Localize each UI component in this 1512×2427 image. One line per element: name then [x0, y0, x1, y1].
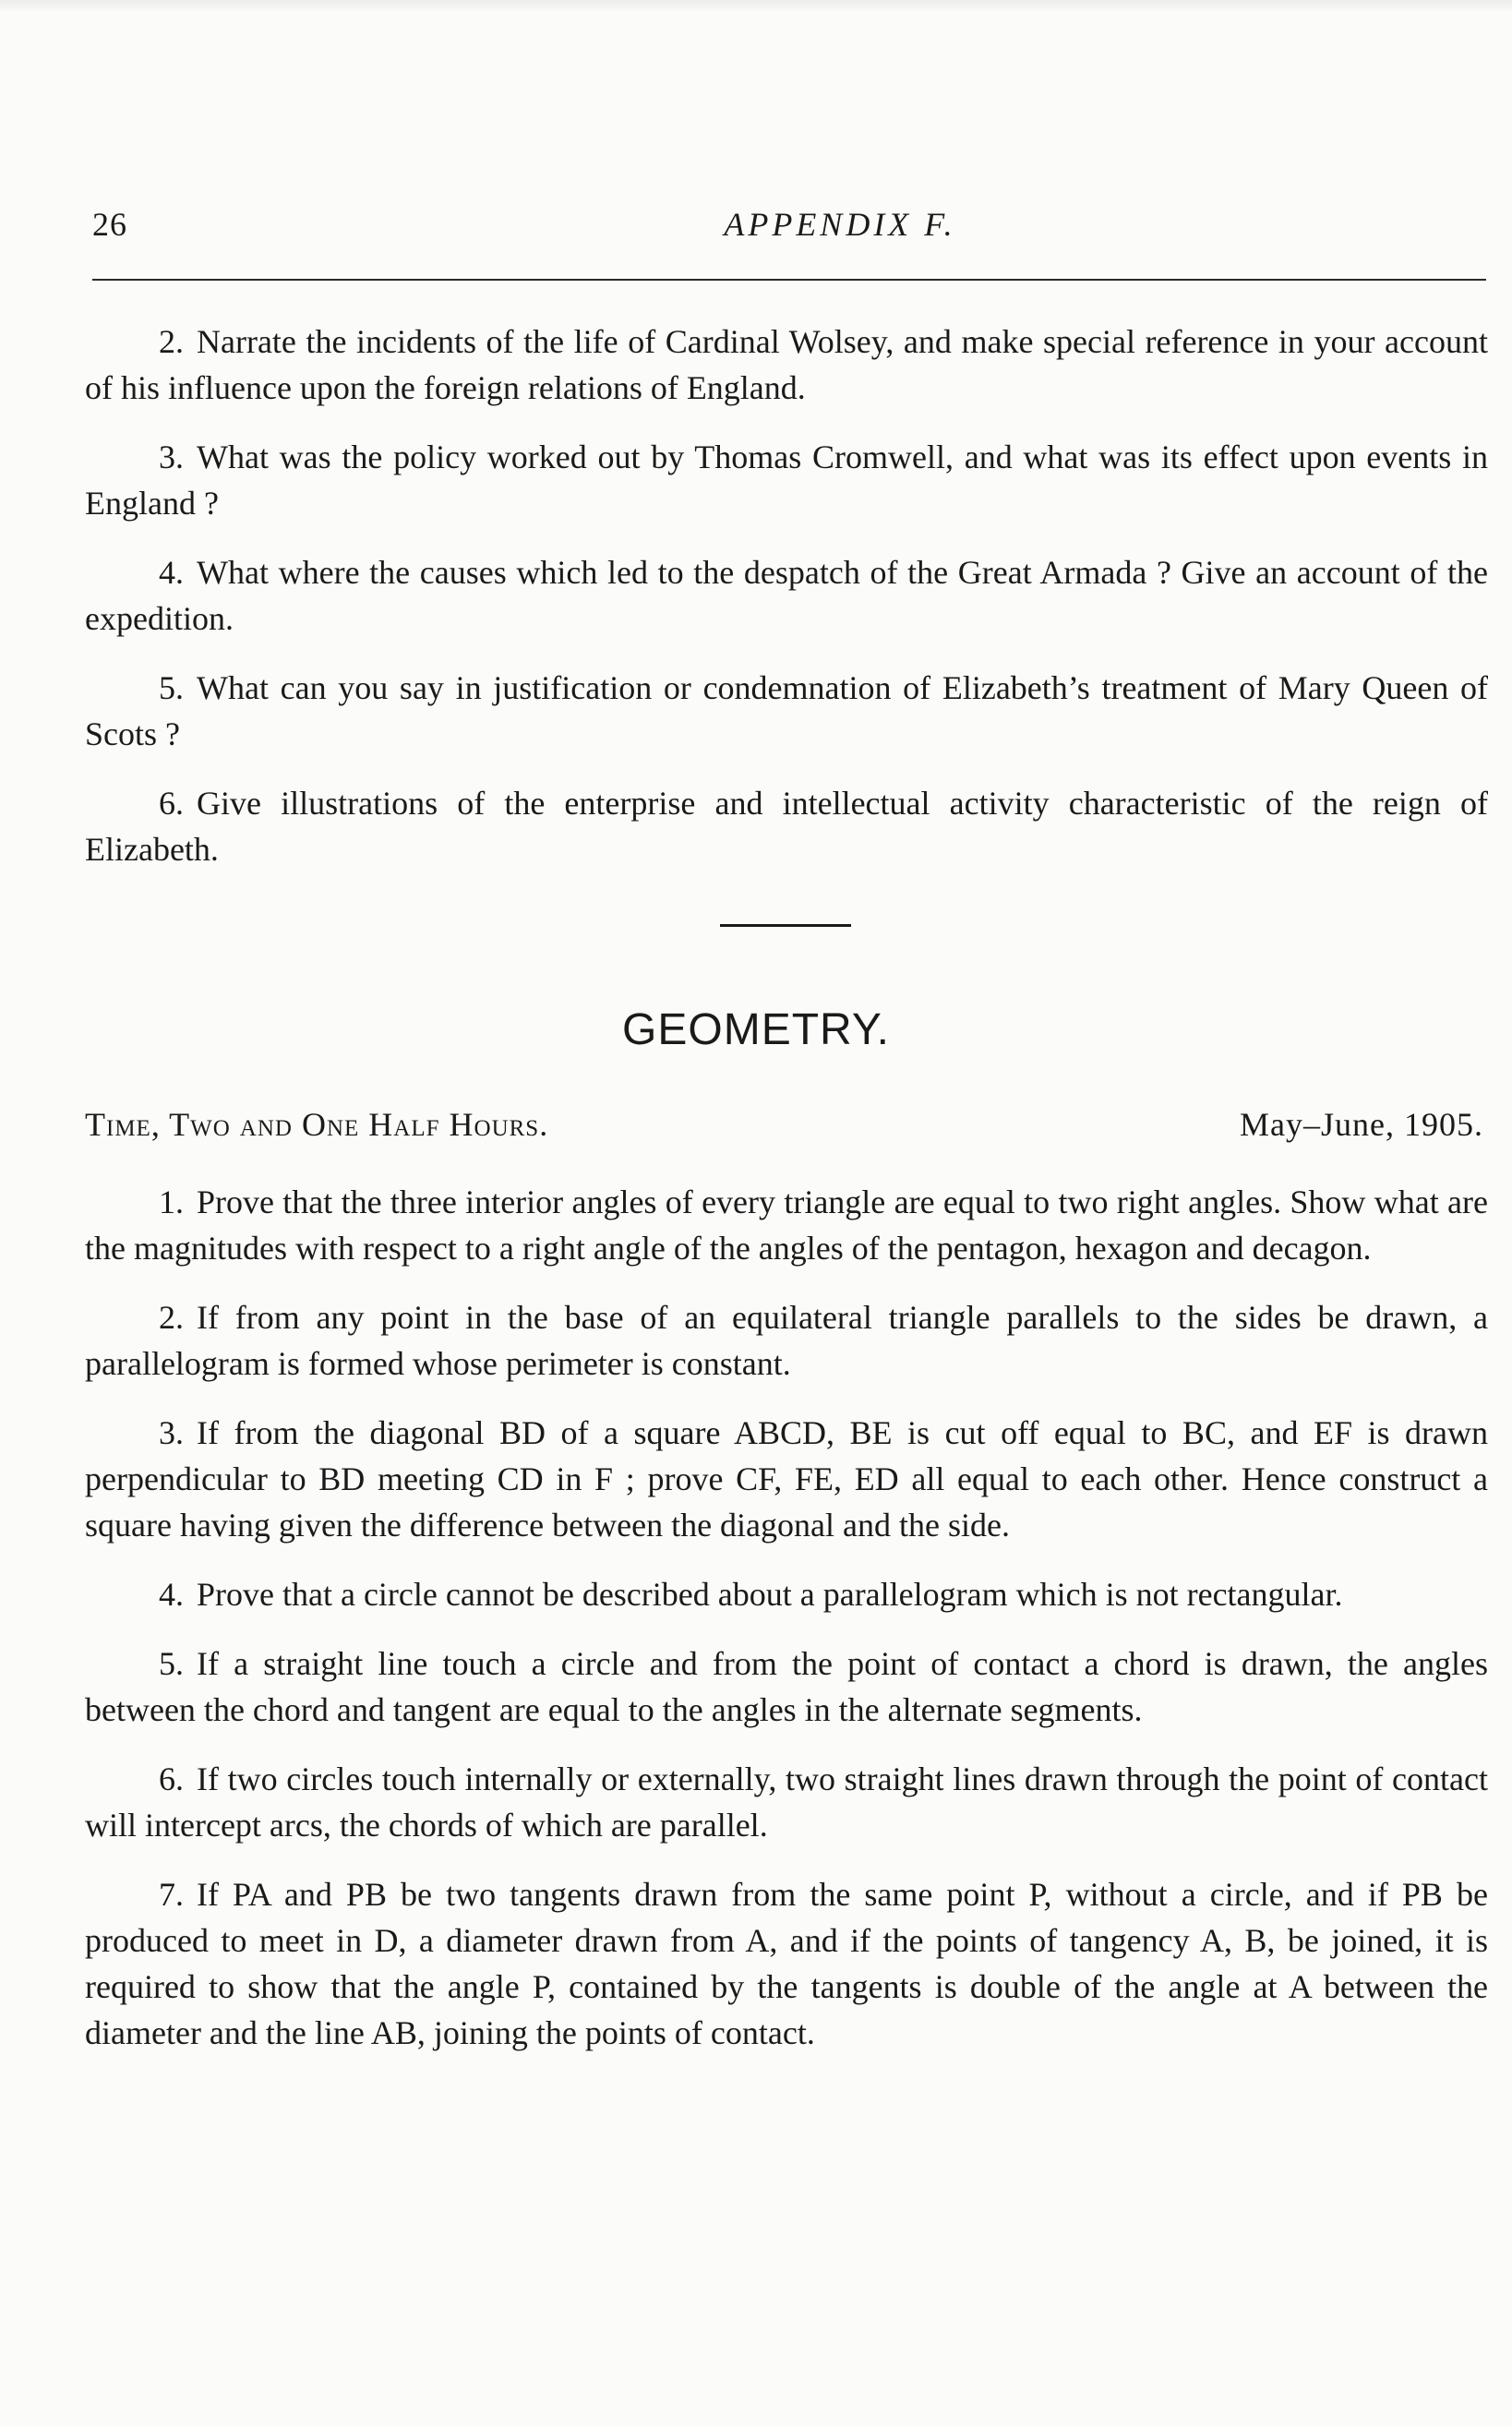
- question-item: [85, 1294, 1488, 1387]
- section-divider: [720, 924, 851, 927]
- question-number: 2.: [159, 323, 184, 360]
- question-item: [85, 1640, 1488, 1733]
- question-number: 1.: [159, 1183, 184, 1220]
- exam-time: Time, Two and One Half Hours.: [85, 1106, 549, 1143]
- question-number: 2.: [159, 1299, 184, 1336]
- question-item: [85, 1410, 1488, 1548]
- question-text: If a straight line touch a circle and from the point of contact a chord is drawn, the angles between the chord and tangent are equal to the angles in the alternate segments.: [85, 1645, 1488, 1728]
- question-text: What where the causes which led to the despatch of the Great Armada ? Give an account of the expedition.: [85, 554, 1488, 637]
- question-number: 4.: [159, 554, 184, 591]
- scan-edge-shadow: [0, 0, 1512, 13]
- question-text: If from any point in the base of an equilateral triangle parallels to the sides be drawn, a parallelogram is formed whose perimeter is constant.: [85, 1299, 1488, 1382]
- question-number: 7.: [159, 1876, 184, 1913]
- page-number: 26: [92, 206, 127, 243]
- question-text: If two circles touch internally or externally, two straight lines drawn through the point of contact will intercept arcs, the chords of which are parallel.: [85, 1760, 1488, 1844]
- question-text: Prove that the three interior angles of every triangle are equal to two right angles. Show what are the magnitudes with respect to a right angle of the angles of the pentagon, hexagon and decagon.: [85, 1183, 1488, 1267]
- question-number: 6.: [159, 785, 184, 822]
- question-number: 3.: [159, 1414, 184, 1451]
- question-text: What can you say in justification or condemnation of Elizabeth’s treatment of Mary Queen of Scots ?: [85, 669, 1488, 752]
- history-questions: [85, 318, 1488, 895]
- exam-info: [85, 1105, 1483, 1153]
- exam-date: May–June, 1905.: [1240, 1106, 1483, 1143]
- question-item: [85, 1179, 1488, 1271]
- question-item: [85, 549, 1488, 642]
- question-number: 5.: [159, 1645, 184, 1682]
- question-text: Give illustrations of the enterprise and intellectual activity characteristic of the reign of Elizabeth.: [85, 785, 1488, 868]
- question-number: 4.: [159, 1576, 184, 1613]
- question-item: [85, 318, 1488, 411]
- section-title: GEOMETRY.: [622, 1005, 890, 1054]
- question-item: [85, 434, 1488, 526]
- question-item: [85, 780, 1488, 872]
- question-text: What was the policy worked out by Thomas Cromwell, and what was its effect upon events in England ?: [85, 439, 1488, 522]
- header-rule: [92, 279, 1486, 281]
- question-item: [85, 1571, 1488, 1617]
- question-item: [85, 1756, 1488, 1848]
- question-text: If PA and PB be two tangents drawn from the same point P, without a circle, and if PB be produced to meet in D, a diameter drawn from A, and if the points of tangency A, B, be joined, it is required to show that the angle P, contained by the tangents is double of the angle at A between the diameter and the line AB, joining the points of contact.: [85, 1876, 1488, 2051]
- running-header: [92, 205, 1486, 260]
- question-item: [85, 1871, 1488, 2056]
- question-text: If from the diagonal BD of a square ABCD, BE is cut off equal to BC, and EF is drawn perpendicular to BD meeting CD in F ; prove CF, FE, ED all equal to each other. Hence construct a square having given the difference between the diagonal and the side.: [85, 1414, 1488, 1544]
- running-title: APPENDIX F.: [724, 206, 956, 243]
- geometry-questions: [85, 1179, 1488, 2079]
- question-number: 6.: [159, 1760, 184, 1797]
- question-number: 5.: [159, 669, 184, 706]
- question-item: [85, 665, 1488, 757]
- question-text: Prove that a circle cannot be described about a parallelogram which is not rectangular.: [197, 1576, 1343, 1613]
- question-number: 3.: [159, 439, 184, 475]
- question-text: Narrate the incidents of the life of Cardinal Wolsey, and make special reference in your account of his influence upon the foreign relations of England.: [85, 323, 1488, 406]
